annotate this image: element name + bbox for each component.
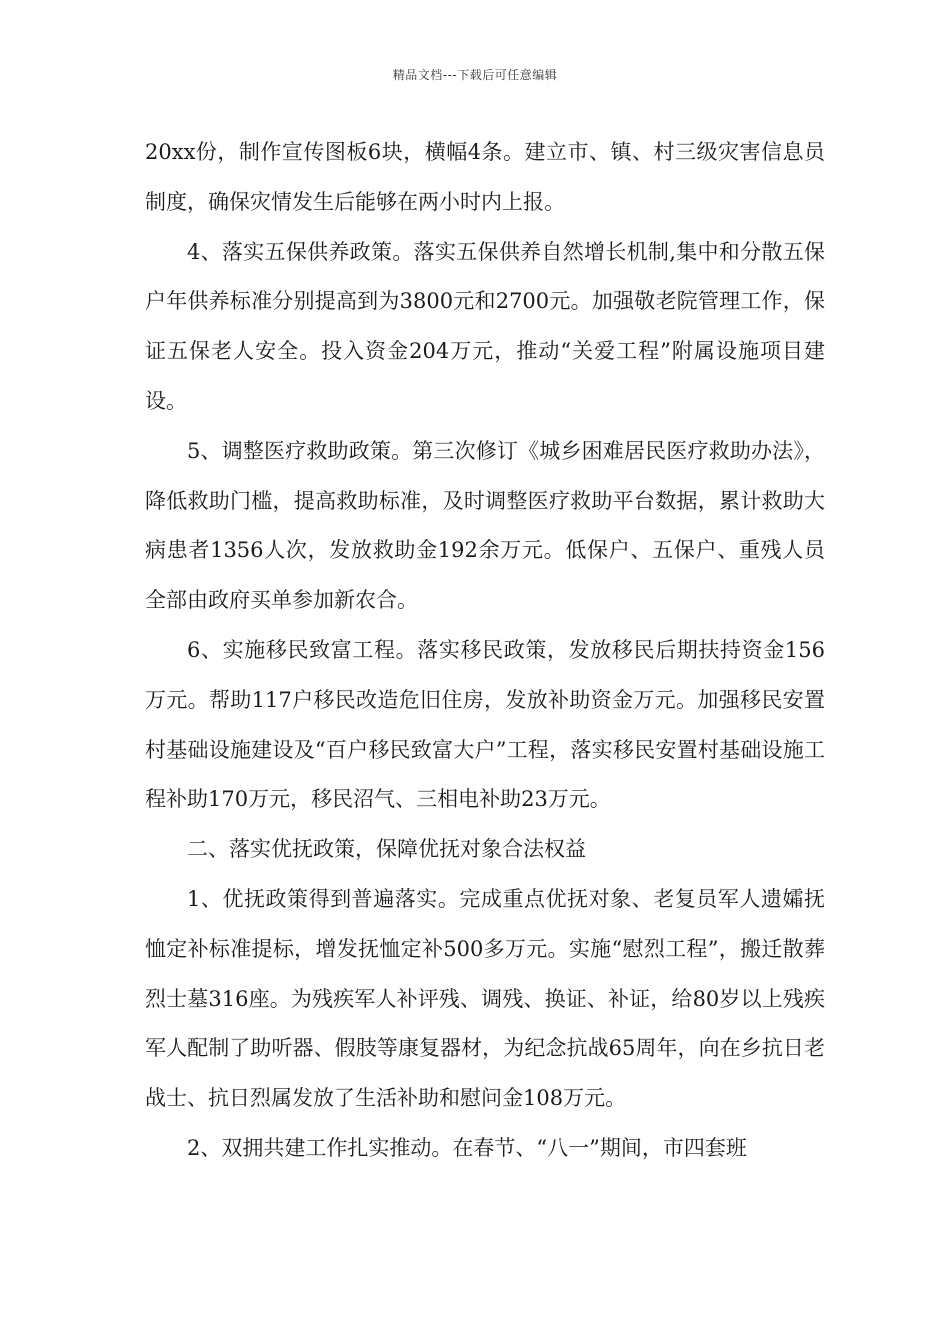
section-heading-youfu: 二、落实优抚政策，保障优抚对象合法权益 xyxy=(187,837,586,862)
paragraph-youfu-policy: 1、优抚政策得到普遍落实。完成重点优抚对象、老复员军人遗孀抚恤定补标准提标，增发抚恤定补500多万元。实施“慰烈工程”，搬迁散葬烈士墓316座。为残疾军人补评残、调残、换证、补证，给80岁以上残疾军人配制了助听器、假肢等康复器材，为纪念抗战65周年，向在乡抗日老战士、抗日烈属发放了生活补助和慰问金108万元。 xyxy=(145,886,825,1111)
paragraph-continuation: 20xx份，制作宣传图板6块，横幅4条。建立市、镇、村三级灾害信息员制度，确保灾情发生后能够在两小时内上报。 xyxy=(145,140,825,214)
paragraph-medical-aid: 5、调整医疗救助政策。第三次修订《城乡困难居民医疗救助办法》，降低救助门槛，提高救助标准，及时调整医疗救助平台数据，累计救助大病患者1356人次，发放救助金192余万元。低保户、五保户、重残人员全部由政府买单参加新农合。 xyxy=(145,438,825,613)
paragraph-migrant-program: 6、实施移民致富工程。落实移民政策，发放移民后期扶持资金156万元。帮助117户移民改造危旧住房，发放补助资金万元。加强移民安置村基础设施建设及“百户移民致富大户”工程，落实移民安置村基础设施工程补助170万元，移民沼气、三相电补助23万元。 xyxy=(145,637,825,812)
paragraph-shuangyong: 2、双拥共建工作扎实推动。在春节、“八一”期间，市四套班 xyxy=(187,1135,747,1160)
document-body xyxy=(145,128,825,1174)
page-header: 精品文档---下载后可任意编辑 xyxy=(392,68,558,82)
paragraph-wubao-policy: 4、落实五保供养政策。落实五保供养自然增长机制,集中和分散五保户年供养标准分别提高到为3800元和2700元。加强敬老院管理工作，保证五保老人安全。投入资金204万元，推动“关爱工程”附属设施项目建设。 xyxy=(145,239,825,413)
